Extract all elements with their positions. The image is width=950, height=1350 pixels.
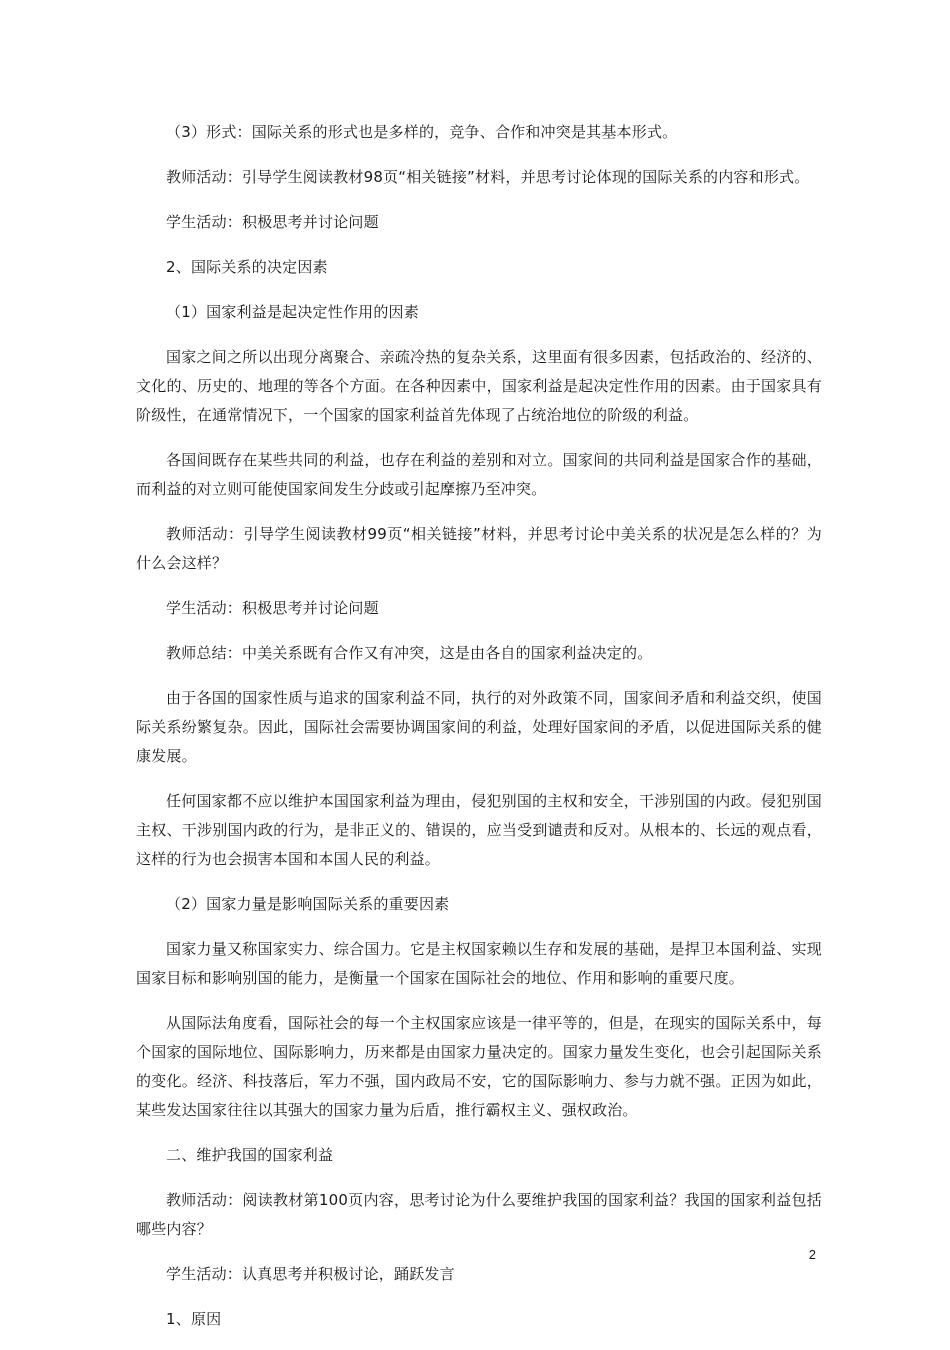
paragraph-international-law: 从国际法角度看，国际社会的每一个主权国家应该是一律平等的，但是，在现实的国际关系中，每个国家的国际地位、国际影响力，历来都是由国家力量决定的。国家力量发生变化，也会引起国际关系的变化。经济、科技落后，军力不强，国内政局不安，它的国际影响力、参与力就不强。正因为如此，某些发达国家往往以其强大的国家力量为后盾，推行霸权主义、强权政治。 — [136, 1014, 822, 1119]
paragraph-student-activity-1: 学生活动：积极思考并讨论问题 — [166, 213, 379, 231]
paragraph-student-activity-2: 学生活动：积极思考并讨论问题 — [166, 599, 379, 617]
paragraph-national-power-definition: 国家力量又称国家实力、综合国力。它是主权国家赖以生存和发展的基础，是捍卫本国利益、实现国家目标和影响别国的能力，是衡量一个国家在国际社会的地位、作用和影响的重要尺度。 — [136, 940, 822, 987]
paragraph-non-interference: 任何国家都不应以维护本国国家利益为理由，侵犯别国的主权和安全，干涉别国的内政。侵犯别国主权、干涉别国内政的行为，是非正义的、错误的，应当受到谴责和反对。从根本的、长远的观点看，这样的行为也会损害本国和本国人民的利益。 — [136, 792, 822, 868]
paragraph-teacher-activity-99: 教师活动：引导学生阅读教材99页“相关链接”材料，并思考讨论中美关系的状况是怎么样的？为什么会这样？ — [136, 525, 822, 572]
paragraph-coordinate-interests: 由于各国的国家性质与追求的国家利益不同，执行的对外政策不同，国家间矛盾和利益交织，使国际关系纷繁复杂。因此，国际社会需要协调国家间的利益，处理好国家间的矛盾，以促进国际关系的健康发展。 — [136, 689, 822, 765]
paragraph-form: （3）形式：国际关系的形式也是多样的，竞争、合作和冲突是其基本形式。 — [166, 123, 678, 141]
section-heading-determinants: 2、国际关系的决定因素 — [166, 258, 328, 276]
document-body — [136, 118, 822, 1350]
paragraph-student-activity-3: 学生活动：认真思考并积极讨论，踊跃发言 — [166, 1265, 455, 1283]
subheading-national-power: （2）国家力量是影响国际关系的重要因素 — [166, 895, 450, 913]
paragraph-teacher-activity-98: 教师活动：引导学生阅读教材98页“相关链接”材料，并思考讨论体现的国际关系的内容和形式。 — [166, 168, 810, 186]
paragraph-teacher-summary: 教师总结：中美关系既有合作又有冲突，这是由各自的国家利益决定的。 — [166, 644, 653, 662]
subheading-reasons: 1、原因 — [166, 1310, 222, 1328]
paragraph-common-interests: 各国间既存在某些共同的利益，也存在利益的差别和对立。国家间的共同利益是国家合作的基础，而利益的对立则可能使国家间发生分歧或引起摩擦乃至冲突。 — [136, 451, 822, 498]
page-number: 2 — [808, 1247, 816, 1262]
subheading-national-interest: （1）国家利益是起决定性作用的因素 — [166, 303, 419, 321]
paragraph-national-interest-factors: 国家之间之所以出现分离聚合、亲疏冷热的复杂关系，这里面有很多因素，包括政治的、经济的、文化的、历史的、地理的等各个方面。在各种因素中，国家利益是起决定性作用的因素。由于国家具有阶级性，在通常情况下，一个国家的国家利益首先体现了占统治地位的阶级的利益。 — [136, 348, 822, 424]
paragraph-teacher-activity-100: 教师活动：阅读教材第100页内容，思考讨论为什么要维护我国的国家利益？我国的国家利益包括哪些内容？ — [136, 1191, 822, 1238]
section-heading-defend-interests: 二、维护我国的国家利益 — [166, 1146, 334, 1164]
